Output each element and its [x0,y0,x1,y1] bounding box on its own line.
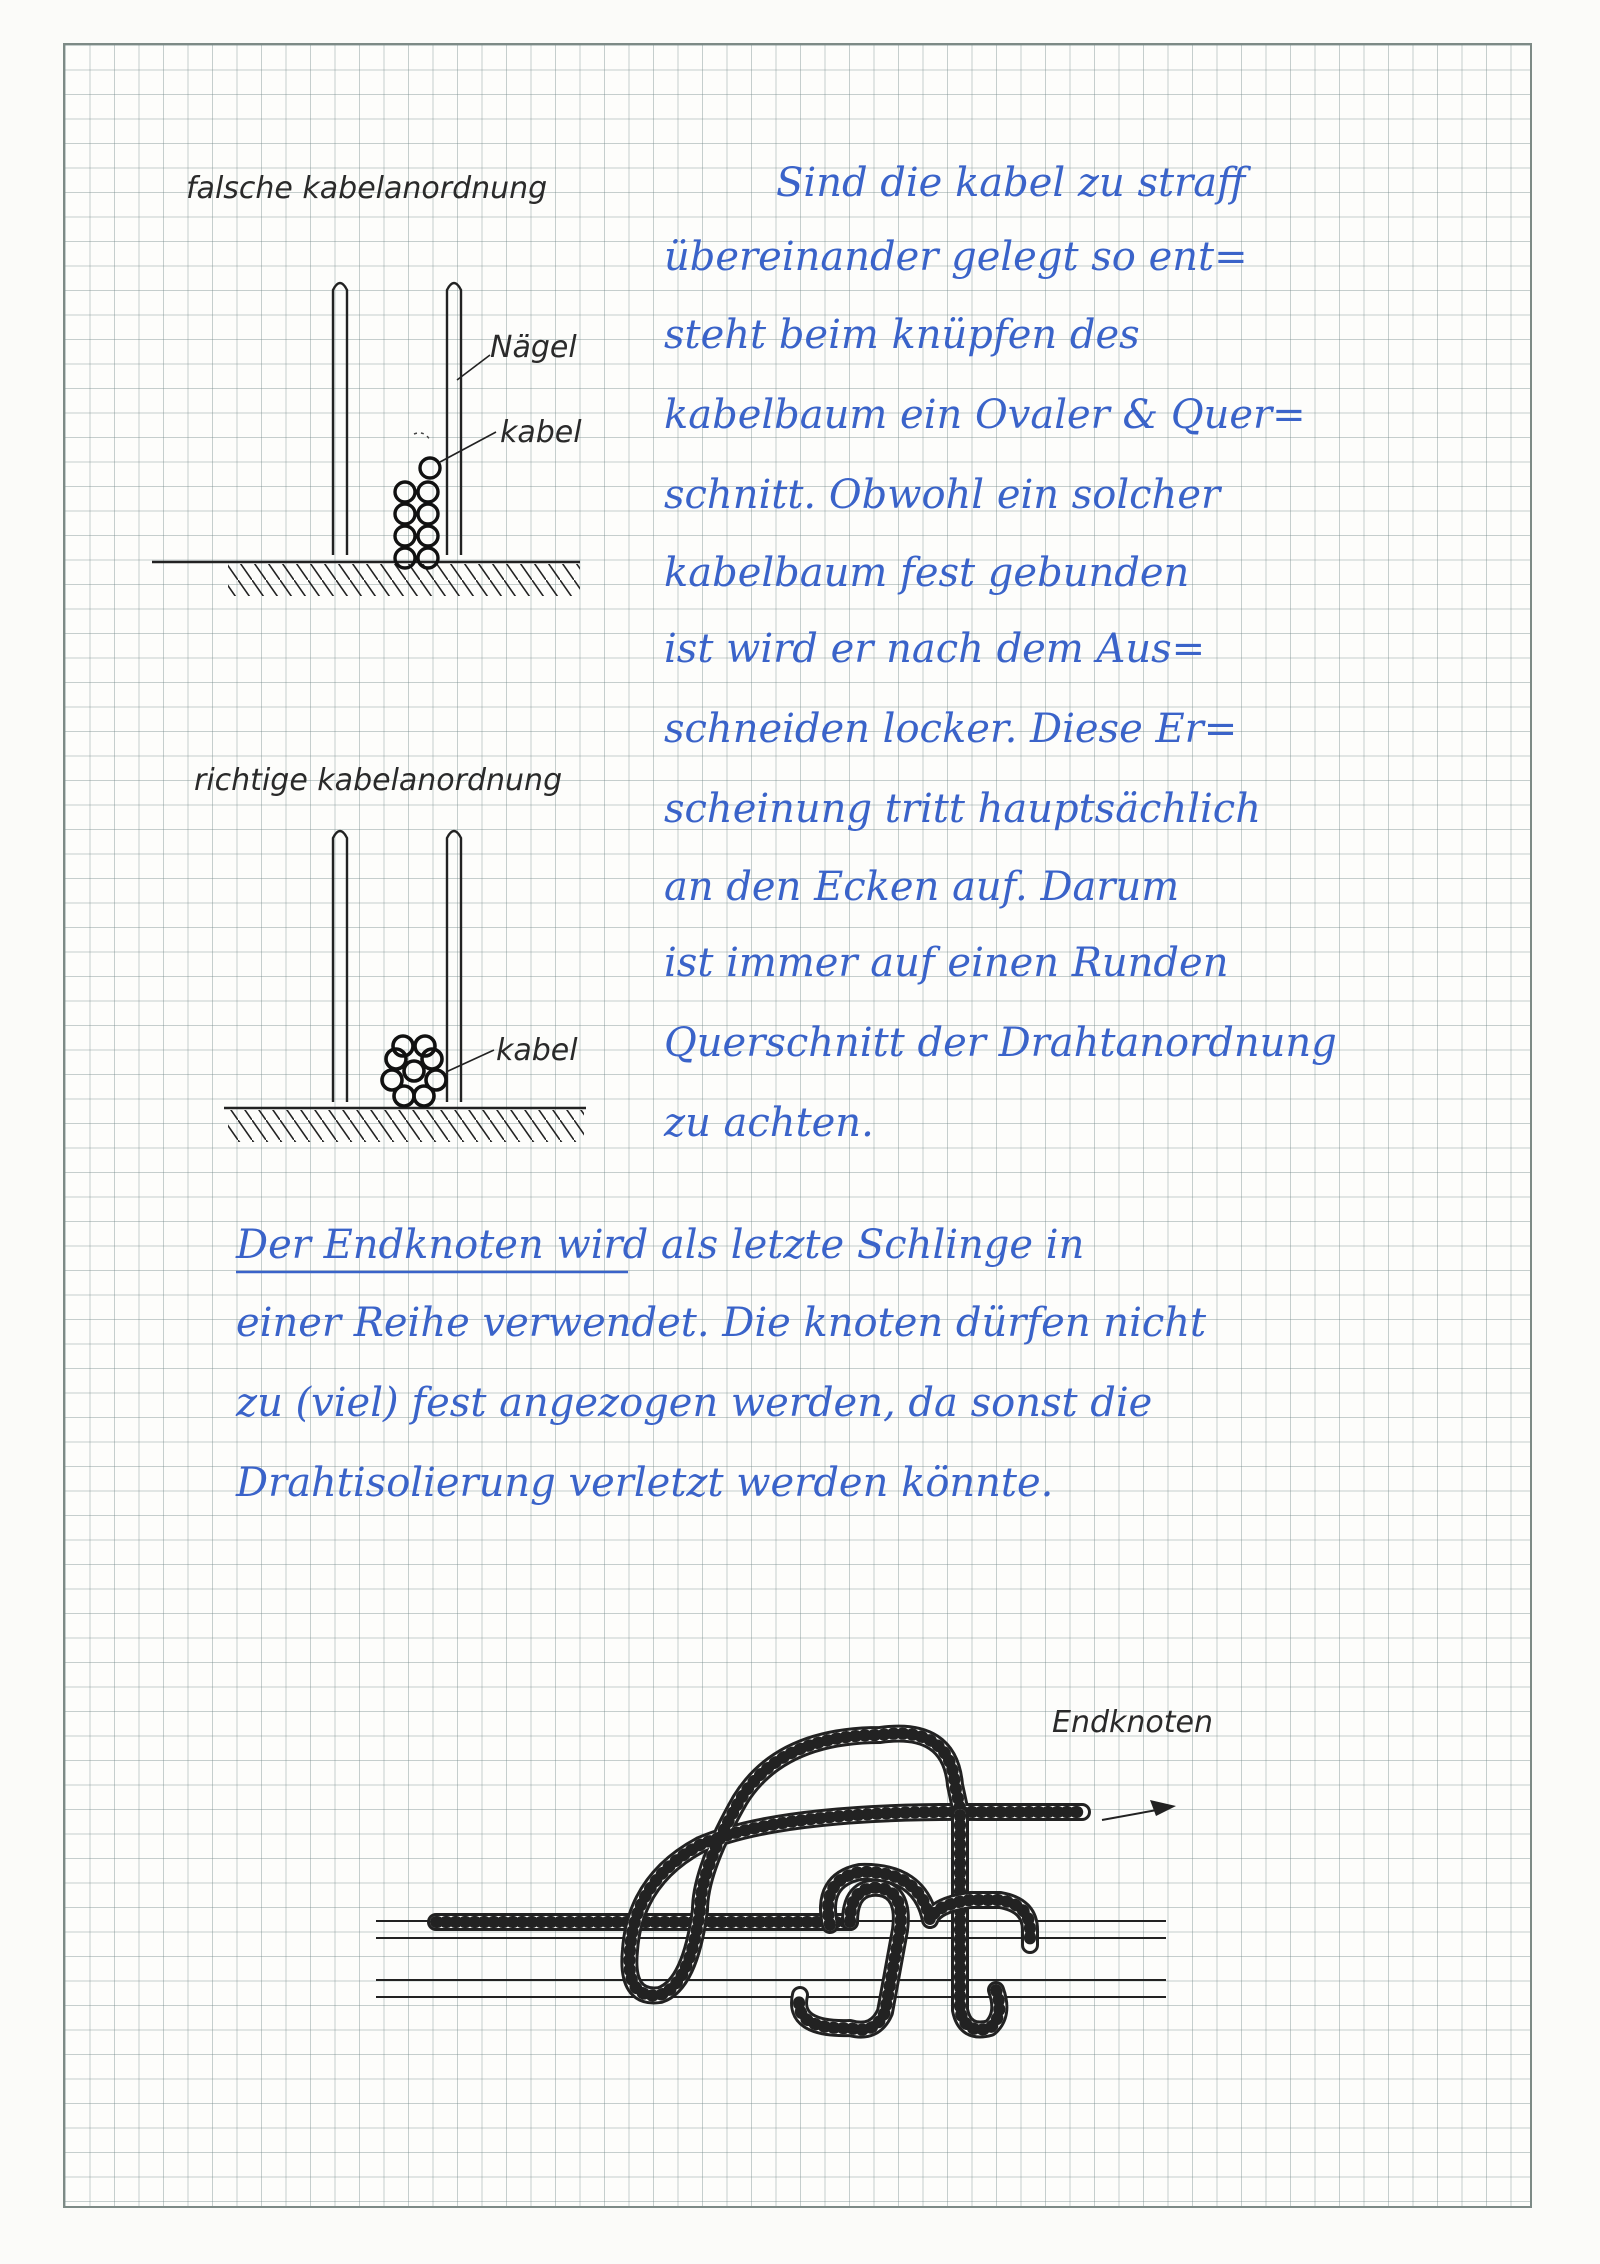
p2-line-2: einer Reihe verwendet. Die knoten dürfen nicht [236,1300,1207,1346]
figure-wrong-title: falsche kabelanordnung [186,171,548,206]
p2-line-1 [235,1222,1084,1268]
figure-right-title: richtige kabelanordnung [194,763,563,798]
label-cable-wrong: kabel [500,415,582,450]
paragraph-cable-arrangement [663,160,1337,1146]
bundle-lines [376,1921,1166,1997]
nail-right [447,283,461,555]
p1-line-5: schnitt. Obwohl ein solcher [664,472,1221,518]
p1-line-3: steht beim knüpfen des [664,312,1140,358]
p1-line-9: scheinung tritt hauptsächlich [664,786,1261,832]
knot-wire [436,1734,1082,2030]
p2-line-1-rest: wird als letzte Schlinge in [543,1222,1085,1268]
arrow-head [1150,1800,1176,1816]
p1-line-4: kabelbaum ein Ovaler & Quer= [664,392,1306,438]
nail-left [333,283,347,555]
label-cable-right: kabel [496,1033,578,1068]
p1-line-1: Sind die kabel zu straff [776,160,1246,206]
cable-bundle-right [382,1036,446,1106]
p2-line-4: Drahtisolierung verletzt werden könnte. [236,1460,1054,1506]
p1-line-12: Querschnitt der Drahtanordnung [664,1020,1337,1066]
p1-line-2: übereinander gelegt so ent= [664,234,1248,280]
nail-left-2 [333,831,347,1102]
figure-wrong-arrangement [152,171,582,596]
label-endknoten: Endknoten [1052,1705,1213,1740]
figure-end-knot [376,1705,1213,2030]
p1-line-7: ist wird er nach dem Aus= [664,626,1206,672]
label-nails: Nägel [490,330,577,365]
cable-stack-wrong [395,458,440,568]
nail-right-2 [447,831,461,1102]
p1-line-11: ist immer auf einen Runden [664,940,1229,986]
p1-line-8: schneiden locker. Diese Er= [664,706,1238,752]
cable-motion-hint [414,433,430,440]
p1-line-10: an den Ecken auf. Darum [664,864,1180,910]
leader-cable-right [446,1050,494,1072]
p2-line-3: zu (viel) fest angezogen werden, da sonst die [236,1380,1153,1426]
ground-hatch-2 [228,1110,584,1142]
paragraph-end-knot [235,1222,1207,1506]
term-endknoten: Der Endknoten [236,1222,544,1268]
figure-right-arrangement [194,763,586,1142]
p1-line-6: kabelbaum fest gebunden [664,550,1190,596]
leader-cable-wrong [440,432,496,462]
p1-line-13: zu achten. [664,1100,874,1146]
